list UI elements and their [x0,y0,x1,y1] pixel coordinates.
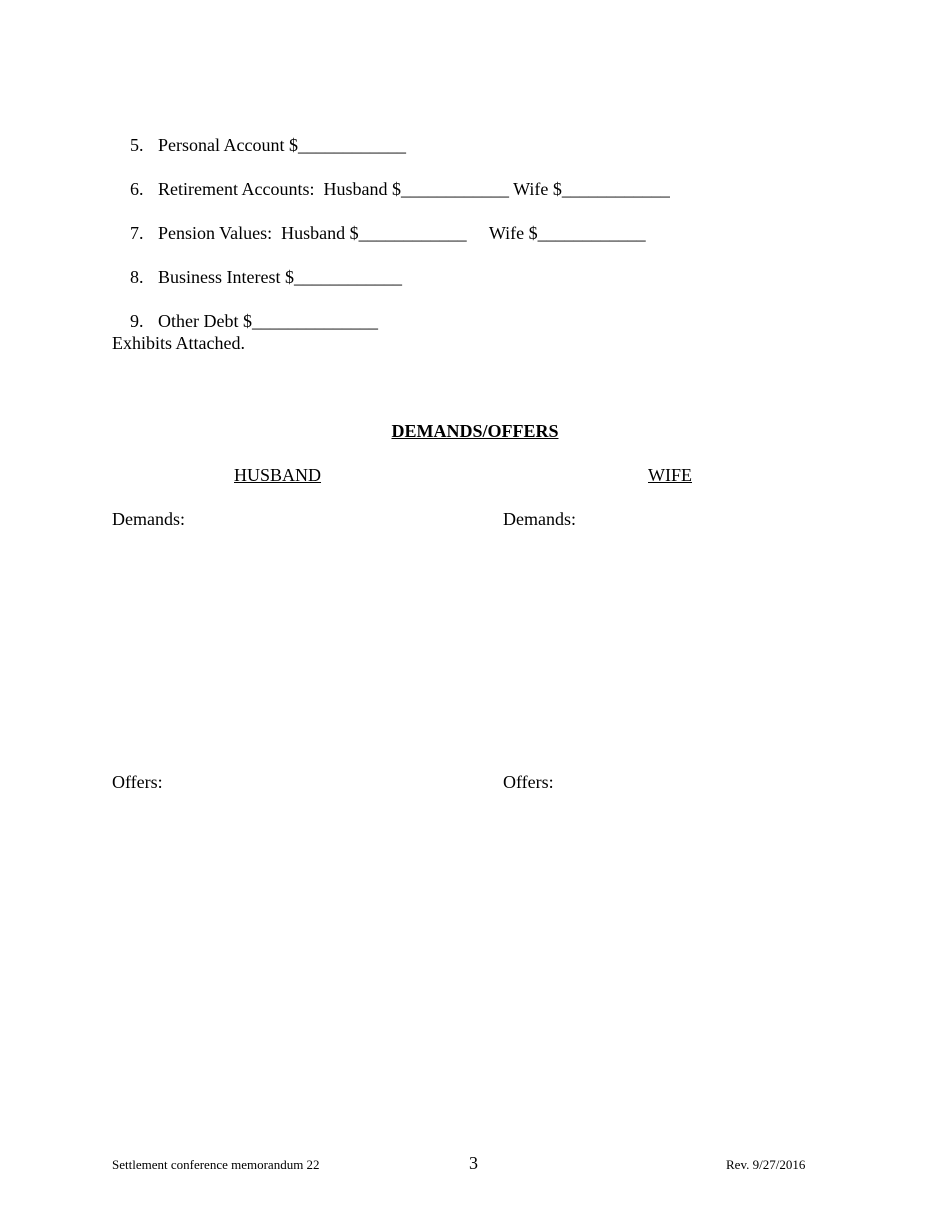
column-header-wife: WIFE [648,465,692,485]
item-number: 5. [130,135,144,155]
page-number: 3 [469,1153,478,1173]
item-text: Personal Account $____________ [158,135,406,155]
wife-offers-label: Offers: [503,772,554,792]
item-text: Other Debt $______________ [158,311,378,331]
item-text: Pension Values: Husband $____________ Wife $____________ [158,223,646,243]
footer-right: Rev. 9/27/2016 [726,1157,806,1172]
item-number: 9. [130,311,144,331]
footer-left: Settlement conference memorandum 22 [112,1157,320,1172]
column-header-husband: HUSBAND [234,465,322,485]
item-number: 7. [130,223,144,243]
wife-demands-label: Demands: [503,509,576,529]
husband-demands-label: Demands: [112,509,185,529]
exhibits-note: Exhibits Attached. [112,333,245,353]
item-text: Retirement Accounts: Husband $____________ Wife $____________ [158,179,670,199]
item-number: 6. [130,179,144,199]
husband-offers-label: Offers: [112,772,163,792]
item-text: Business Interest $____________ [158,267,402,287]
section-title: DEMANDS/OFFERS [391,421,559,441]
item-number: 8. [130,267,144,287]
